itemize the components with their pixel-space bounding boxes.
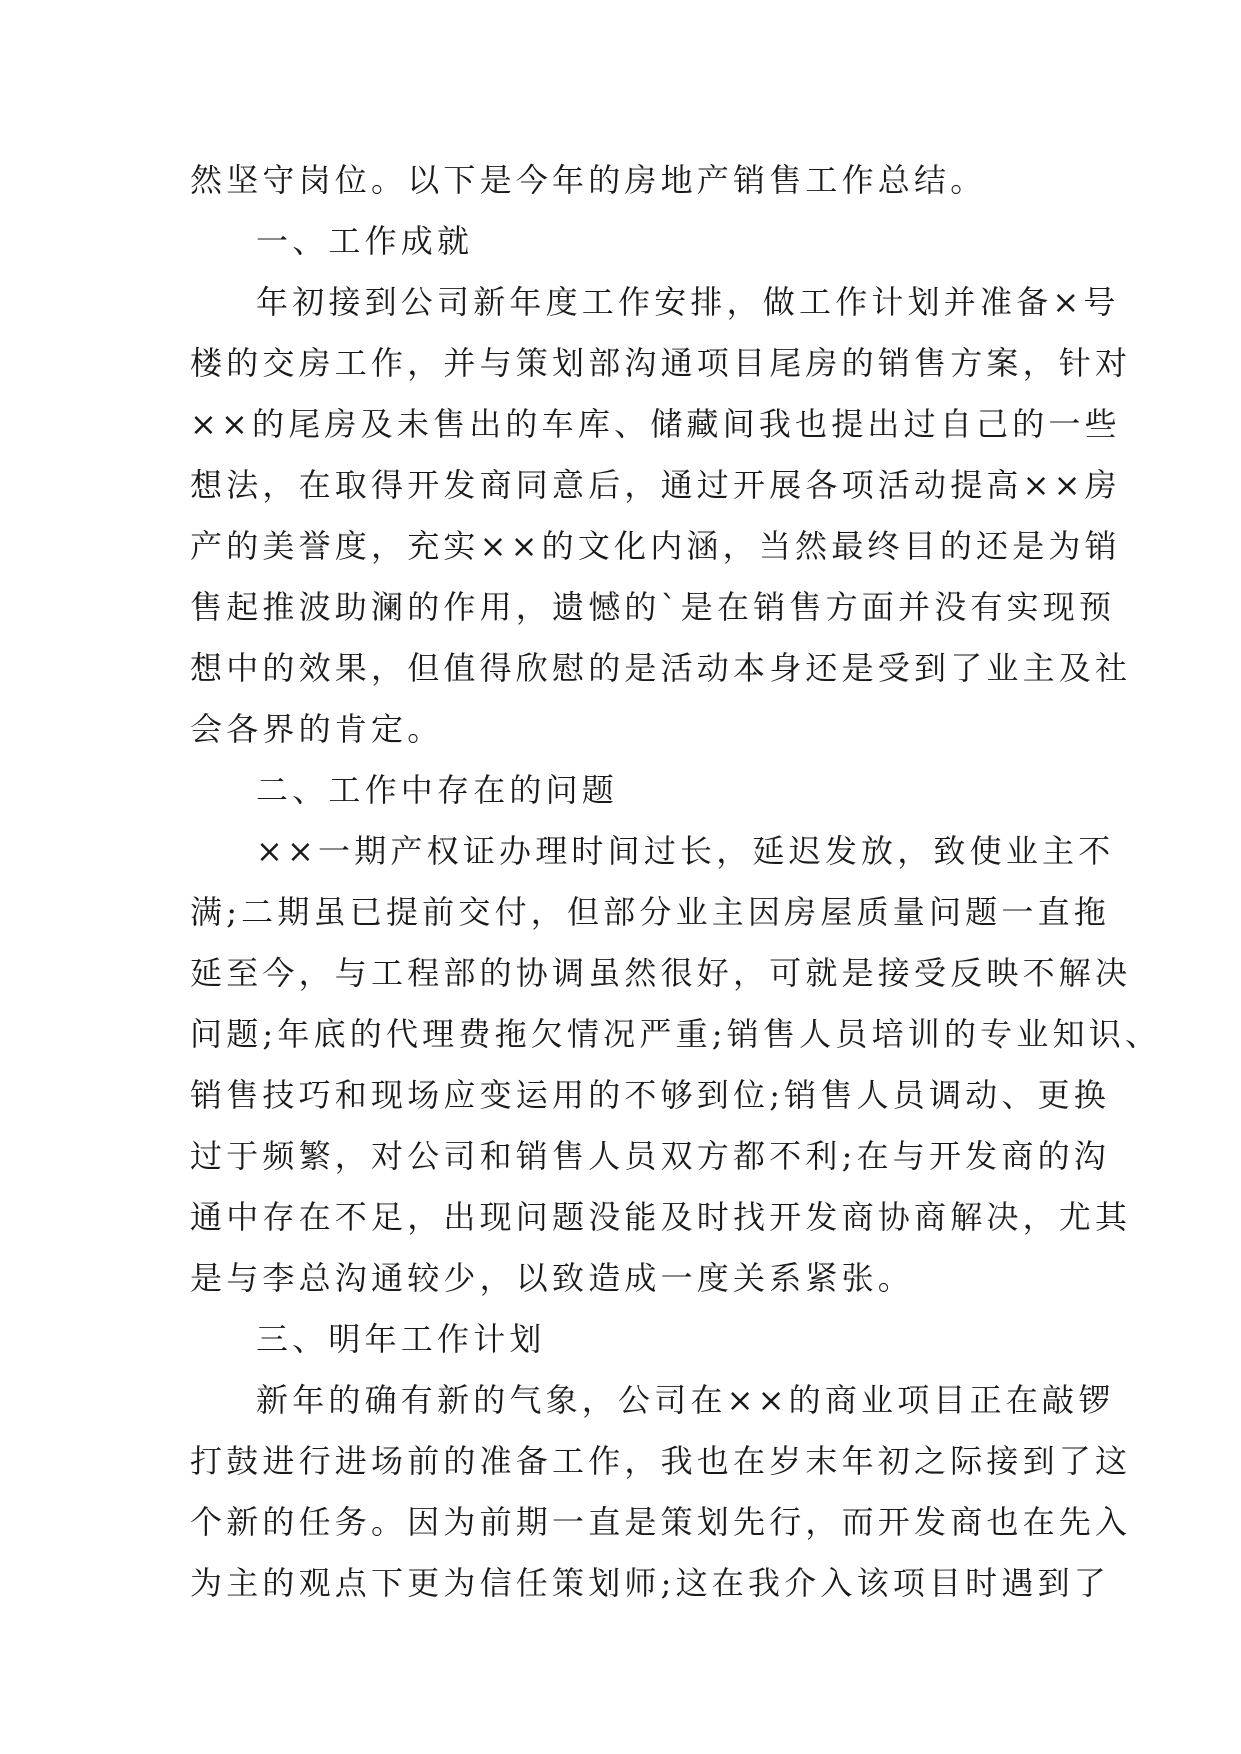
text-line: 会各界的肯定。 [190,710,444,748]
text-line: ××一期产权证办理时间过长，延迟发放，致使业主不 [256,832,1115,870]
text-line: 想中的效果，但值得欣慰的是活动本身还是受到了业主及社 [190,649,1132,687]
text-line: 新年的确有新的气象，公司在××的商业项目正在敲锣 [256,1381,1115,1419]
text-line: 楼的交房工作，并与策划部沟通项目尾房的销售方案，针对 [190,344,1132,382]
text-line: 年初接到公司新年度工作安排，做工作计划并准备×号 [256,283,1120,321]
text-line: 打鼓进行进场前的准备工作，我也在岁末年初之际接到了这 [190,1442,1132,1480]
text-line: 然坚守岗位。以下是今年的房地产销售工作总结。 [190,161,987,199]
text-line: 产的美誉度，充实××的文化内涵，当然最终目的还是为销 [190,527,1121,565]
text-line: 销售技巧和现场应变运用的不够到位;销售人员调动、更换 [190,1076,1110,1114]
text-line: 满;二期虽已提前交付，但部分业主因房屋质量问题一直拖 [190,893,1110,931]
text-line: 售起推波助澜的作用，遗憾的`是在销售方面并没有实现预 [190,588,1116,626]
text-line: 是与李总沟通较少，以致造成一度关系紧张。 [190,1259,915,1297]
text-line: 通中存在不足，出现问题没能及时找开发商协商解决，尤其 [190,1198,1132,1236]
body-text [190,150,1162,1614]
text-line: 过于频繁，对公司和销售人员双方都不利;在与开发商的沟 [190,1137,1110,1175]
text-line: 为主的观点下更为信任策划师;这在我介入该项目时遇到了 [190,1564,1110,1602]
text-line: 延至今，与工程部的协调虽然很好，可就是接受反映不解决 [190,954,1132,992]
text-line: 个新的任务。因为前期一直是策划先行，而开发商也在先入 [190,1503,1132,1541]
text-line: 想法，在取得开发商同意后，通过开展各项活动提高××房 [190,466,1121,504]
text-line: 问题;年底的代理费拖欠情况严重;销售人员培训的专业知识、 [190,1015,1162,1053]
section-heading: 三、明年工作计划 [256,1320,546,1358]
text-line: ××的尾房及未售出的车库、储藏间我也提出过自己的一些 [190,405,1121,443]
section-heading: 一、工作成就 [256,222,474,260]
section-heading: 二、工作中存在的问题 [256,771,619,809]
